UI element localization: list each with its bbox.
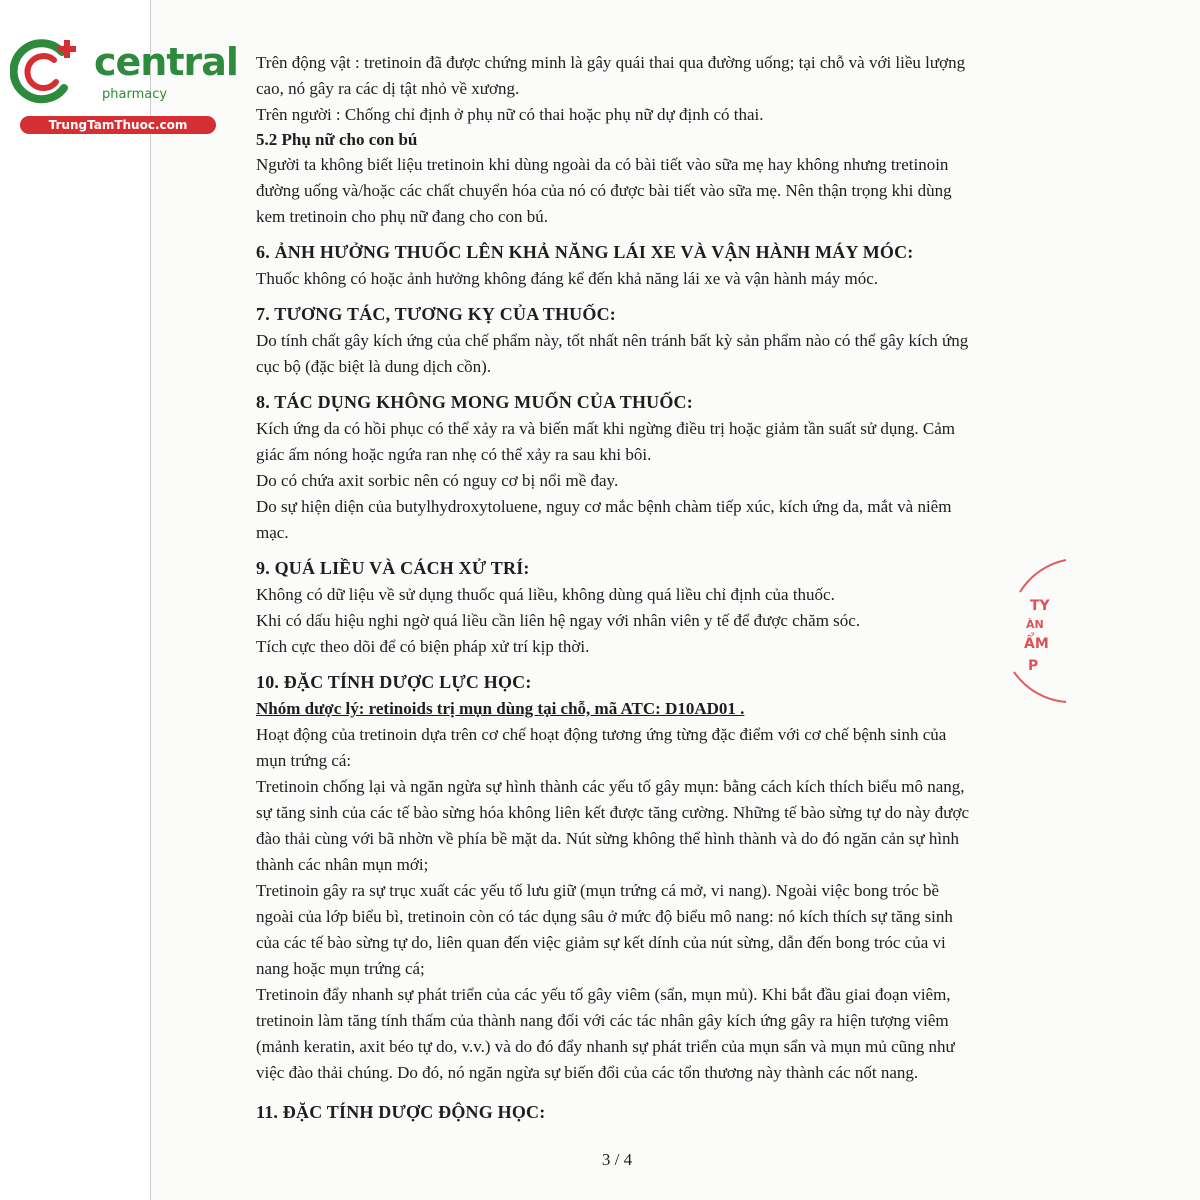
section-heading: 10. ĐẶC TÍNH DƯỢC LỰC HỌC: — [256, 672, 532, 692]
section-heading: 11. ĐẶC TÍNH DƯỢC ĐỘNG HỌC: — [256, 1102, 546, 1122]
page-number: 3 / 4 — [601, 1150, 633, 1169]
section-heading: 6. ẢNH HƯỞNG THUỐC LÊN KHẢ NĂNG LÁI XE VÀ VẬN HÀNH MÁY MÓC: — [256, 242, 914, 262]
logo-website-badge: TrungTamThuoc.com — [20, 116, 216, 134]
company-stamp-seal — [1006, 552, 1066, 712]
section-heading: 9. QUÁ LIỀU VÀ CÁCH XỬ TRÍ: — [256, 558, 530, 578]
paragraph: Tretinoin đẩy nhanh sự phát triển của các yếu tố gây viêm (sẩn, mụn mủ). Khi bắt đầu giai đoạn viêm, tretinoin làm tăng tính thấm của thành nang đối với các tác nhân gây kích ứng gây ra hiện tượng viêm (mảnh keratin, axit béo tự do, v.v.) và do đó đẩy nhanh sự phát triển của mụn sẩn và mụn mủ cũng như việc đào thải chúng. Do đó, nó ngăn ngừa sự biến đổi của các tổn thương này thành các nốt nang. — [256, 985, 955, 1082]
paragraph: Không có dữ liệu về sử dụng thuốc quá liều, không dùng quá liều chỉ định của thuốc. — [256, 585, 835, 604]
pharmacy-c-plus-icon — [10, 38, 80, 104]
svg-text:ÀN: ÀN — [1026, 618, 1044, 631]
svg-text:ẨM: ẨM — [1024, 636, 1049, 652]
paragraph: Do có chứa axit sorbic nên có nguy cơ bị nổi mề đay. — [256, 471, 619, 490]
document-content — [256, 50, 976, 1126]
pharmacological-group: Nhóm dược lý: retinoids trị mụn dùng tại chỗ, mã ATC: D10AD01 . — [256, 699, 745, 718]
paragraph: Người ta không biết liệu tretinoin khi dùng ngoài da có bài tiết vào sữa mẹ hay không nhưng tretinoin đường uống và/hoặc các chất chuyển hóa của nó có được bài tiết vào sữa mẹ. Nên thận trọng khi dùng kem tretinoin cho phụ nữ đang cho con bú. — [256, 155, 952, 226]
paragraph: Tretinoin chống lại và ngăn ngừa sự hình thành các yếu tố gây mụn: bằng cách kích thích biểu mô nang, sự tăng sinh của các tế bào sừng hóa không liên kết được tăng cường. Những tế bào sừng tự do này được đào thải cùng với bã nhờn về phía bề mặt da. Nút sừng không thể hình thành và do đó ngăn cản sự hình thành các nhân mụn mới; — [256, 777, 969, 874]
paragraph: Tretinoin gây ra sự trục xuất các yếu tố lưu giữ (mụn trứng cá mở, vi nang). Ngoài việc bong tróc bề ngoài của lớp biểu bì, tretinoin còn có tác dụng sâu ở mức độ biểu mô nang: nó kích thích sự tăng sinh của các tế bào sừng tự do, liên quan đến việc giảm sự kết dính của nút sừng, dẫn đến bong tróc của vi nang hoặc mụn trứng cá; — [256, 881, 953, 978]
paragraph: Khi có dấu hiệu nghi ngờ quá liều cần liên hệ ngay với nhân viên y tế để được chăm sóc. — [256, 611, 861, 630]
central-pharmacy-logo[interactable] — [10, 38, 238, 138]
svg-text:P: P — [1028, 658, 1039, 674]
paragraph: Trên người : Chống chỉ định ở phụ nữ có thai hoặc phụ nữ dự định có thai. — [256, 105, 764, 124]
paragraph: Hoạt động của tretinoin dựa trên cơ chế hoạt động tương ứng từng đặc điểm với cơ chế bệnh sinh của mụn trứng cá: — [256, 725, 947, 770]
paragraph: Thuốc không có hoặc ảnh hưởng không đáng kể đến khả năng lái xe và vận hành máy móc. — [256, 269, 879, 288]
paragraph: Do sự hiện diện của butylhydroxytoluene, nguy cơ mắc bệnh chàm tiếp xúc, kích ứng da, mắt và niêm mạc. — [256, 497, 952, 542]
subsection-heading: 5.2 Phụ nữ cho con bú — [256, 130, 418, 149]
paragraph: Kích ứng da có hồi phục có thể xảy ra và biến mất khi ngừng điều trị hoặc giảm tần suất sử dụng. Cảm giác ấm nóng hoặc ngứa ran nhẹ có thể xảy ra sau khi bôi. — [256, 419, 955, 464]
svg-text:TY: TY — [1030, 598, 1050, 614]
paragraph: Trên động vật : tretinoin đã được chứng minh là gây quái thai qua đường uống; tại chỗ và với liều lượng cao, nó gây ra các dị tật nhỏ về xương. — [256, 53, 966, 98]
logo-subtitle: pharmacy — [102, 87, 168, 102]
logo-wordmark: central — [94, 40, 238, 84]
paragraph: Do tính chất gây kích ứng của chế phẩm này, tốt nhất nên tránh bất kỳ sản phẩm nào có thể gây kích ứng cục bộ (đặc biệt là dung dịch cồn). — [256, 331, 969, 376]
paragraph: Tích cực theo dõi để có biện pháp xử trí kịp thời. — [256, 637, 590, 656]
section-heading: 8. TÁC DỤNG KHÔNG MONG MUỐN CỦA THUỐC: — [256, 392, 693, 412]
section-heading: 7. TƯƠNG TÁC, TƯƠNG KỴ CỦA THUỐC: — [256, 304, 616, 324]
